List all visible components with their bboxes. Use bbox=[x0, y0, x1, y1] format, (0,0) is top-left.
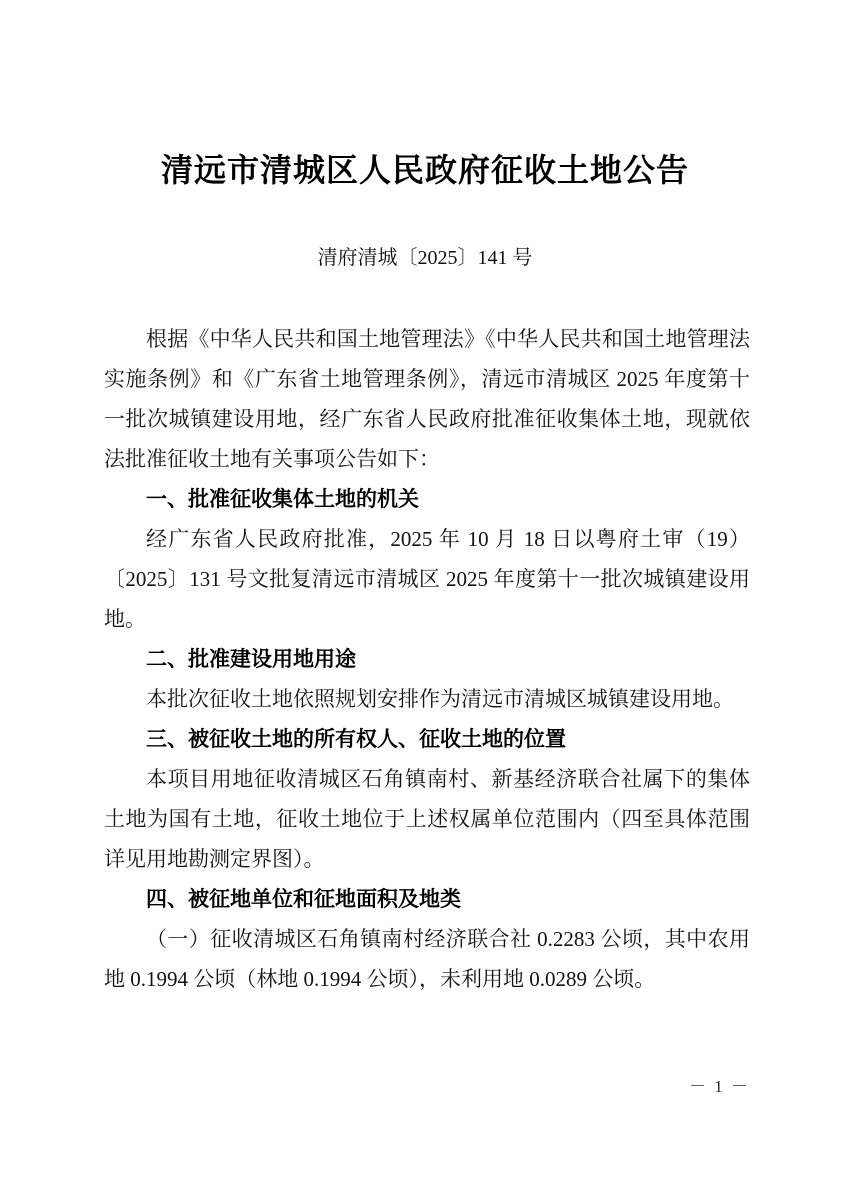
document-number: 清府清城〔2025〕141 号 bbox=[317, 247, 533, 269]
section-heading-2-land-use: 二、批准建设用地用途 bbox=[146, 647, 356, 671]
section-heading-4-units-area: 四、被征地单位和征地面积及地类 bbox=[146, 887, 461, 911]
document-body bbox=[104, 319, 750, 999]
paragraph-legal-basis: 根据《中华人民共和国土地管理法》《中华人民共和国土地管理法实施条例》和《广东省土地管理条例》，清远市清城区 2025 年度第十一批次城镇建设用地，经广东省人民政府批准征收集体土地，现就依法批准征收土地有关事项公告如下： bbox=[104, 327, 750, 471]
paragraph-owner-location: 本项目用地征收清城区石角镇南村、新基经济联合社属下的集体土地为国有土地，征收土地位于上述权属单位范围内（四至具体范围详见用地勘测定界图）。 bbox=[104, 767, 750, 871]
section-heading-1-approving-authority: 一、批准征收集体土地的机关 bbox=[146, 487, 419, 511]
page-number: － 1 － bbox=[689, 1077, 750, 1096]
document-title: 清远市清城区人民政府征收土地公告 bbox=[160, 152, 689, 188]
paragraph-units-area: （一）征收清城区石角镇南村经济联合社 0.2283 公顷，其中农用地 0.1994 公顷（林地 0.1994 公顷），未利用地 0.0289 公顷。 bbox=[104, 927, 750, 991]
paragraph-land-use: 本批次征收土地依照规划安排作为清远市清城区城镇建设用地。 bbox=[146, 687, 734, 711]
paragraph-approving-authority: 经广东省人民政府批准，2025 年 10 月 18 日以粤府土审（19）〔2025〕131 号文批复清远市清城区 2025 年度第十一批次城镇建设用地。 bbox=[104, 527, 750, 631]
section-heading-3-owner-location: 三、被征收土地的所有权人、征收土地的位置 bbox=[146, 727, 566, 751]
